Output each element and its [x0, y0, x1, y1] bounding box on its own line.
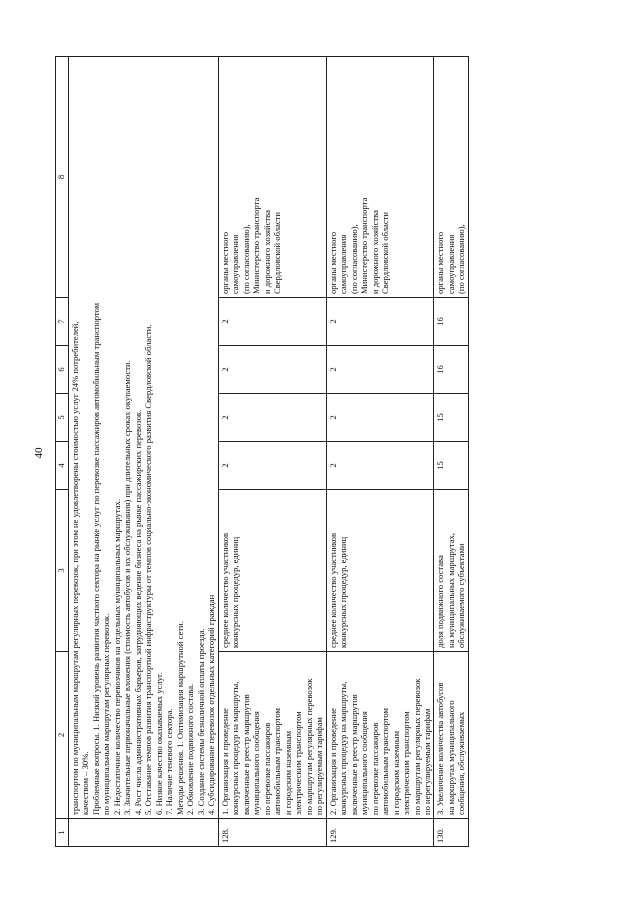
action-line: включенные в реестр маршрутов [348, 694, 359, 815]
intro-line: 6. Низкое качество оказываемых услуг. [153, 672, 164, 815]
indicator-cell [434, 490, 468, 652]
indicator-line: конкурсных процедур, единиц [230, 536, 241, 648]
indicator-line: на муниципальных маршрутах, [445, 533, 456, 648]
action-line: муниципального сообщения [359, 711, 370, 815]
action-line: конкурсных процедур на маршруты, [338, 681, 349, 815]
responsible-line: (по согласованию), [240, 224, 251, 294]
responsible-line: самоуправления [338, 234, 349, 294]
action-line: автомобильным транспортом [380, 708, 391, 815]
intro-line: 4. Рост числа административных барьеров, затрудняющих ведение бизнеса на рынке пассажирских перевозок. [132, 409, 143, 815]
responsible-line: самоуправления [445, 234, 456, 294]
action-line: и городским наземным [282, 730, 293, 815]
action-line: на маршрутах муниципального [445, 700, 456, 815]
responsible-line: Свердловской области [380, 211, 391, 294]
header-row [56, 57, 69, 847]
value-col-4: 2 [218, 442, 326, 490]
action-line: по регулируемым тарифам [314, 717, 325, 815]
responsible-line: Свердловской области [272, 211, 283, 294]
intro-line: 3. Значительные первоначальные вложения (стоимость автобусов и их обслуживания) при длительных сроках окупаемости. [122, 360, 133, 815]
action-line: 1. Организация и проведение [219, 708, 230, 815]
header-col-5: 5 [56, 394, 69, 442]
rotated-page-content [55, 57, 585, 847]
measures-table [55, 56, 469, 847]
responsible-line: Министерство транспорта [251, 197, 262, 294]
value-col-6: 2 [326, 346, 434, 394]
action-line: по нерегулируемым тарифам [421, 708, 432, 815]
responsible-line: (по согласованию), [456, 224, 467, 294]
intro-line: качеством – 30%. [80, 751, 91, 815]
row-number: 128. [218, 819, 326, 847]
intro-line: 2. Недостаточное количество перевозчиков на отдельных муниципальных маршрутах. [111, 499, 122, 815]
intro-line: 7. Наличие теневого сектора. [164, 708, 175, 815]
value-col-5: 2 [326, 394, 434, 442]
header-col-4: 4 [56, 442, 69, 490]
responsible-line: Министерство транспорта [359, 197, 370, 294]
value-col-7: 2 [326, 298, 434, 346]
indicator-cell [326, 490, 434, 652]
action-line: 2. Организация и проведение [327, 708, 338, 815]
action-line: по маршрутам регулярных перевозок [303, 678, 314, 815]
value-col-6: 16 [434, 346, 468, 394]
intro-line: 5. Отставание темпов развития транспортной инфраструктуры от темпов социально-экономического развития Свердловской области. [143, 324, 154, 815]
action-line: по перевозке пассажиров [261, 722, 272, 815]
header-col-1: 1 [56, 819, 69, 847]
action-line: сообщения, обслуживаемых [456, 711, 467, 815]
action-line: включенные в реестр маршрутов [240, 694, 251, 815]
row-number: 130. [434, 819, 468, 847]
action-cell [218, 652, 326, 819]
indicator-line: среднее количество участников [327, 532, 338, 648]
responsible-cell [218, 57, 326, 298]
header-col-3: 3 [56, 490, 69, 652]
action-line: электрическим транспортом [293, 711, 304, 815]
responsible-line: органы местного [327, 232, 338, 294]
responsible-cell [434, 57, 468, 298]
responsible-line: и дорожного хозяйства [369, 210, 380, 294]
action-line: 3. Увеличение количества автобусов [435, 682, 446, 815]
value-col-5: 15 [434, 394, 468, 442]
responsible-line: органы местного [435, 232, 446, 294]
value-col-5: 2 [218, 394, 326, 442]
responsible-line: самоуправления [230, 234, 241, 294]
indicator-line: обслуживаемого субъектами [456, 543, 467, 648]
responsible-line: и дорожного хозяйства [261, 210, 272, 294]
action-cell [326, 652, 434, 819]
intro-row [69, 57, 219, 847]
table-row [434, 57, 468, 847]
indicator-line: доля подвижного состава [435, 555, 446, 648]
header-col-2: 2 [56, 652, 69, 819]
responsible-line: (по согласованию), [348, 224, 359, 294]
action-line: и городским наземным [390, 730, 401, 815]
responsible-line: органы местного [219, 232, 230, 294]
action-line: автомобильным транспортом [272, 708, 283, 815]
intro-line: 4. Субсидирование перевозок отдельных категорий граждан [206, 594, 217, 815]
row-number: 129. [326, 819, 434, 847]
value-col-4: 2 [326, 442, 434, 490]
intro-line: транспортом по муниципальным маршрутам регулярных перевозок, при этом не удовлетворены стоимостью услуг 24% потребителей, [70, 321, 80, 815]
header-col-8: 8 [56, 57, 69, 298]
intro-line: 3. Создание системы безналичной оплаты проезда. [195, 628, 206, 815]
intro-line: Методы решения. 1. Оптимизация маршрутной сети. [174, 621, 185, 815]
action-cell [434, 652, 468, 819]
indicator-line: конкурсных процедур, единиц [338, 536, 349, 648]
table-row [326, 57, 434, 847]
intro-line: Проблемные вопросы. 1. Низкий уровень развития частного сектора на рынке услуг по перевозке пассажиров автомобильным транспортом [90, 302, 101, 815]
intro-text [69, 57, 219, 819]
indicator-cell [218, 490, 326, 652]
value-col-7: 16 [434, 298, 468, 346]
header-col-7: 7 [56, 298, 69, 346]
value-col-6: 2 [218, 346, 326, 394]
page-number: 40 [33, 447, 45, 459]
action-line: конкурсных процедур на маршруты, [230, 681, 241, 815]
action-line: по маршрутам регулярных перевозок [411, 678, 422, 815]
action-line: муниципального сообщения [251, 711, 262, 815]
responsible-cell [326, 57, 434, 298]
value-col-7: 2 [218, 298, 326, 346]
action-line: электрическим транспортом [401, 711, 412, 815]
action-line: по перевозке пассажиров [369, 722, 380, 815]
intro-line: по муниципальным маршрутам регулярных перевозок. [101, 613, 112, 815]
intro-num-cell [69, 819, 219, 847]
intro-line: 2. Обновление подвижного состава. [185, 683, 196, 815]
header-col-6: 6 [56, 346, 69, 394]
indicator-line: среднее количество участников [219, 532, 230, 648]
table-row [218, 57, 326, 847]
value-col-4: 15 [434, 442, 468, 490]
